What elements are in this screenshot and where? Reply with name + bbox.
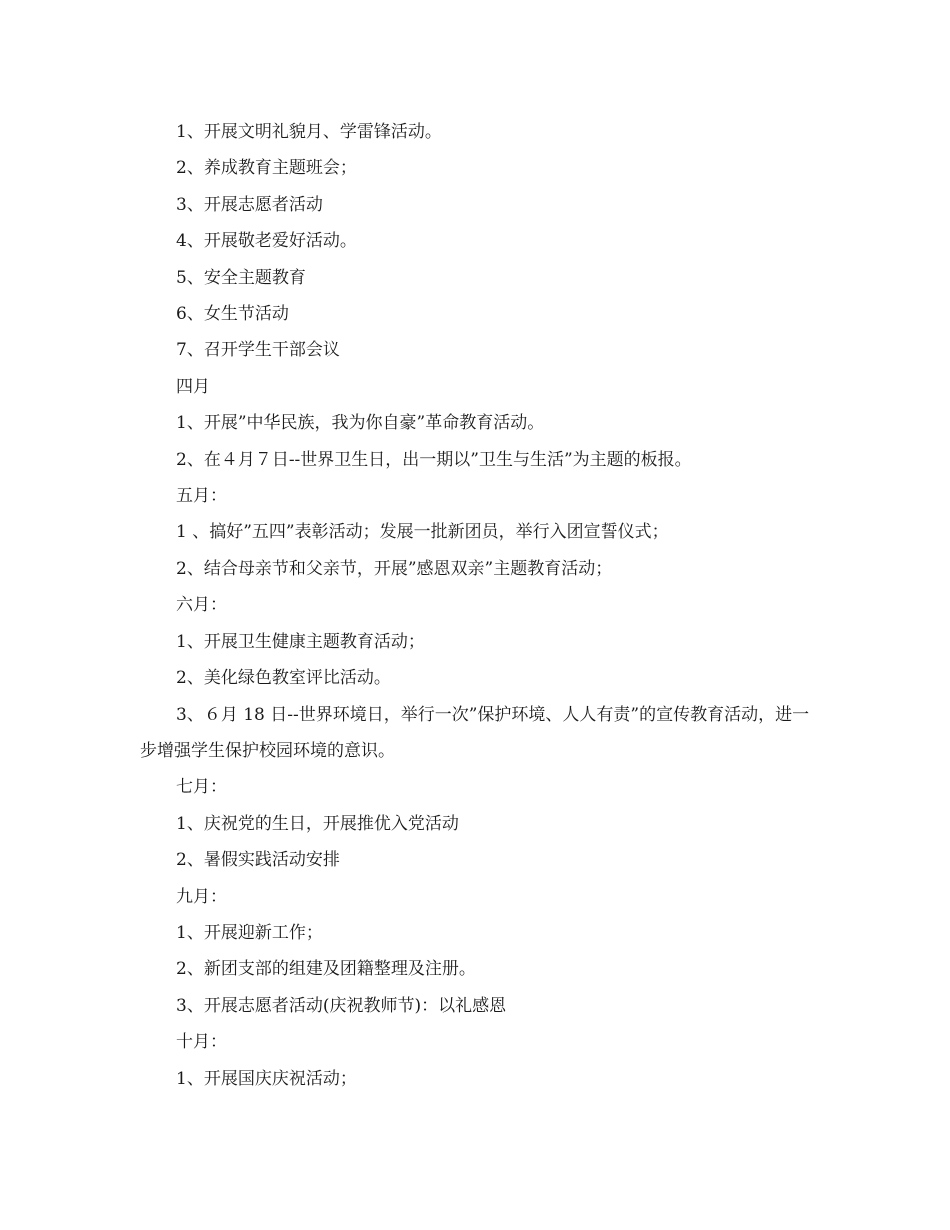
paragraph-october-item-1: 1、开展国庆庆祝活动； — [176, 1068, 357, 1089]
paragraph-june-item-3: 3、６月 18 日--世界环境日，举行一次”保护环境、人人有责”的宣传教育活动，进一步增强学生保护校园环境的意识。 — [140, 704, 810, 761]
paragraph-april-item-2: 2、在４月７日--世界卫生日，出一期以”卫生与生活”为主题的板报。 — [176, 449, 692, 470]
paragraph-march-item-6: 6、女生节活动 — [176, 304, 289, 325]
document-body — [140, 114, 810, 1097]
paragraph-september-item-1: 1、开展迎新工作； — [176, 922, 323, 943]
paragraph-june-item-2: 2、美化绿色教室评比活动。 — [176, 668, 391, 689]
paragraph-march-item-1: 1、开展文明礼貌月、学雷锋活动。 — [176, 122, 442, 142]
paragraph-april-item-1: 1、开展”中华民族，我为你自豪”革命教育活动。 — [176, 413, 545, 434]
paragraph-march-item-7: 7、召开学生干部会议 — [176, 340, 340, 361]
paragraph-june-item-1: 1、开展卫生健康主题教育活动； — [176, 631, 425, 652]
paragraph-may-item-1: 1 、搞好”五四”表彰活动；发展一批新团员，举行入团宣誓仪式； — [176, 522, 669, 543]
paragraph-march-item-4: 4、开展敬老爱好活动。 — [176, 231, 357, 252]
paragraph-september-item-2: 2、新团支部的组建及团籍整理及注册。 — [176, 959, 476, 980]
paragraph-march-item-3: 3、开展志愿者活动 — [176, 194, 323, 215]
month-heading-september: 九月： — [176, 886, 227, 907]
month-heading-october: 十月： — [176, 1032, 227, 1053]
month-heading-june: 六月： — [176, 595, 227, 616]
month-heading-july: 七月： — [176, 777, 227, 798]
paragraph-march-item-2: 2、养成教育主题班会； — [176, 158, 357, 179]
paragraph-july-item-1: 1、庆祝党的生日，开展推优入党活动 — [176, 813, 459, 834]
paragraph-july-item-2: 2、暑假实践活动安排 — [176, 850, 340, 871]
month-heading-may: 五月： — [176, 486, 227, 507]
paragraph-march-item-5: 5、安全主题教育 — [176, 267, 306, 288]
paragraph-may-item-2: 2、结合母亲节和父亲节，开展”感恩双亲”主题教育活动； — [176, 558, 613, 579]
month-heading-april: 四月 — [176, 376, 210, 397]
paragraph-september-item-3: 3、开展志愿者活动(庆祝教师节)：以礼感恩 — [176, 995, 507, 1016]
